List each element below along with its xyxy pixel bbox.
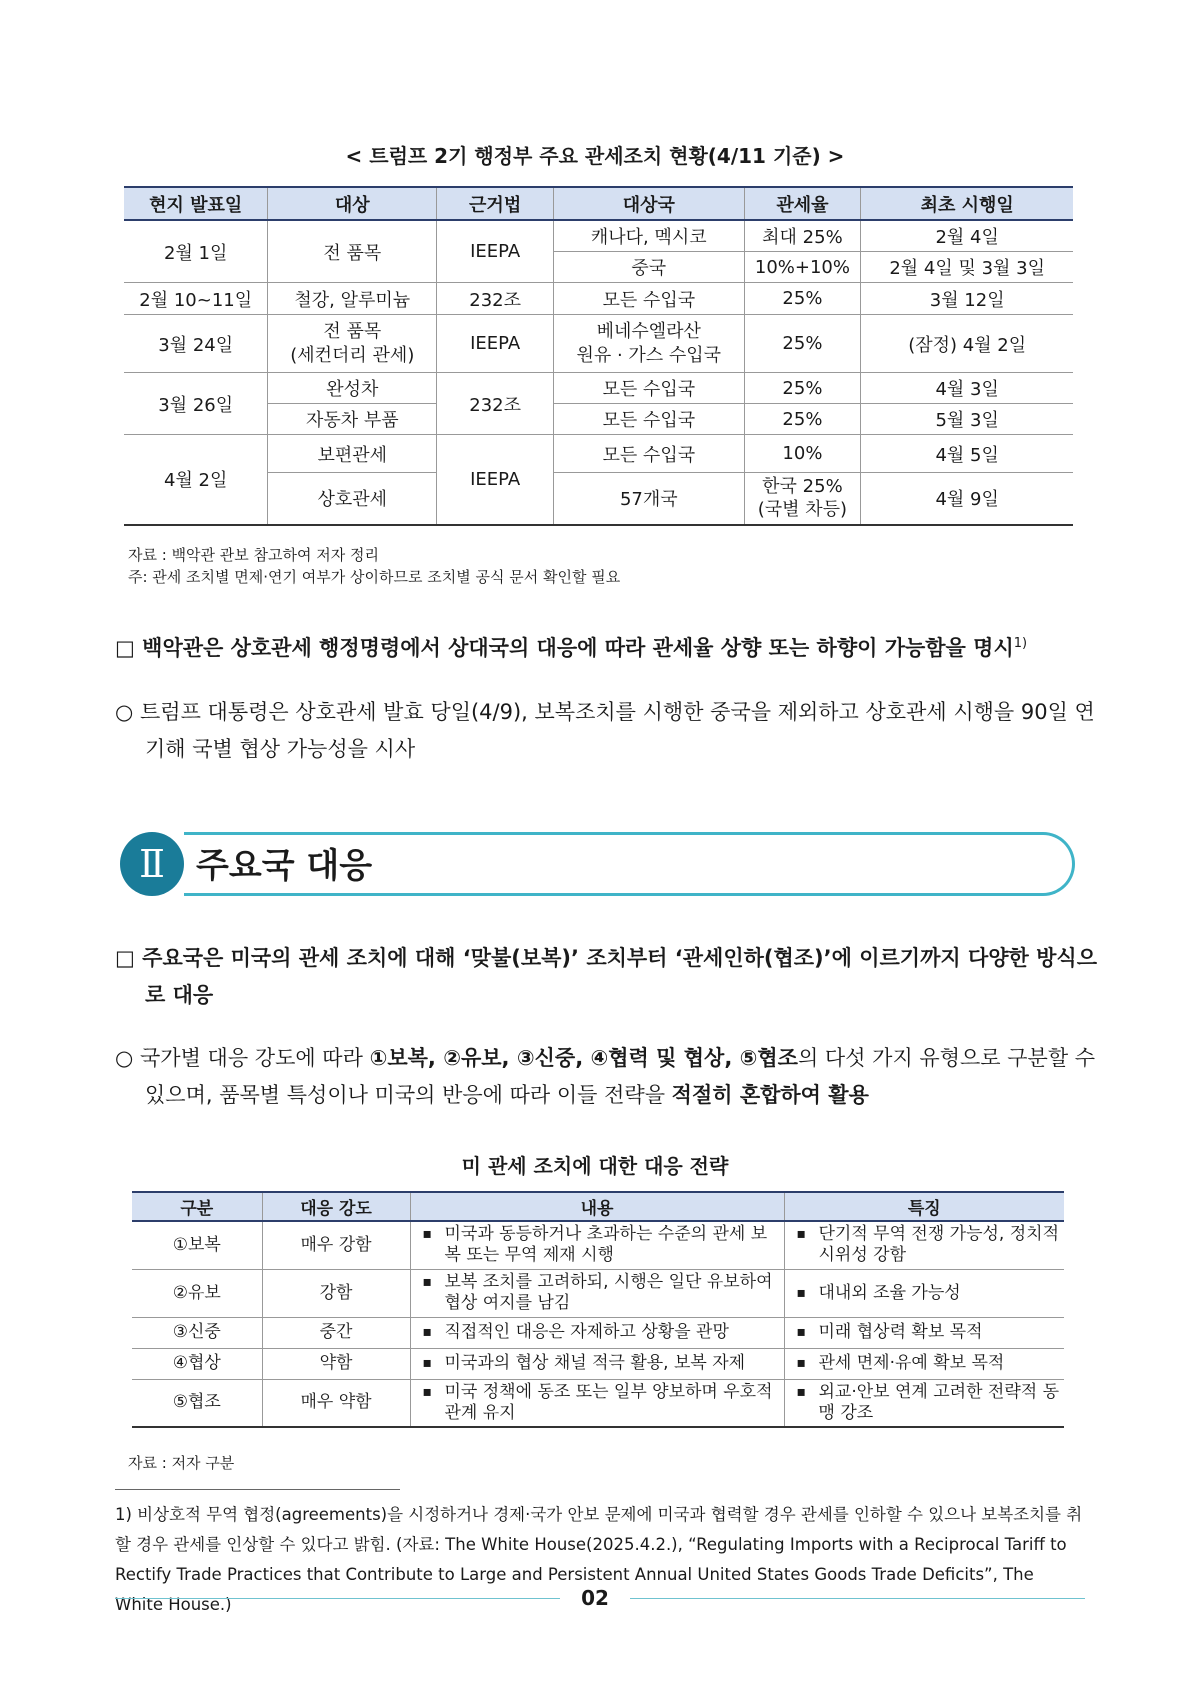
- cell-date: 3월 26일: [124, 373, 268, 435]
- table1-title: < 트럼프 2기 행정부 주요 관세조치 현황(4/11 기준) >: [345, 144, 845, 168]
- page-number: 02: [581, 1586, 609, 1610]
- cell-type: ③신중: [132, 1317, 262, 1348]
- cell-target: 완성차: [268, 373, 437, 404]
- cell-rate: 25%: [744, 404, 861, 435]
- cell-country: 중국: [554, 252, 744, 283]
- cell-intensity: 중간: [262, 1317, 410, 1348]
- table-header-row: [132, 1192, 1064, 1221]
- cell-country: 모든 수입국: [554, 373, 744, 404]
- cell-country: 모든 수입국: [554, 404, 744, 435]
- cell-date: 2월 10~11일: [124, 283, 268, 315]
- footnote: 1) 비상호적 무역 협정(agreements)을 시정하거나 경제·국가 안보 문제에 미국과 협력할 경우 관세를 인하할 수 있으나 보복조치를 취할 경우 관세를 인상할 수 있다고 밝힘. (자료: The White House(2025.4.2.), “Regulating Imports with a Reciprocal Tariff to Rectify Trade Practices that Contribute to Large and Persistent Annual United States Goods Trade Deficits”, The White House.): [115, 1505, 1083, 1614]
- footnote-divider: [115, 1489, 400, 1490]
- cell-content: [410, 1317, 784, 1348]
- cell-feature-text: ▪ 관세 면제·유예 확보 목적: [789, 1353, 1061, 1374]
- cell-law: IEEPA: [437, 315, 554, 373]
- cell-date: 4월 2일: [124, 435, 268, 525]
- cell-start: 3월 12일: [861, 283, 1073, 315]
- cell-rate: 25%: [744, 373, 861, 404]
- table2-title: 미 관세 조치에 대한 대응 전략: [461, 1154, 729, 1178]
- cell-content-text: ▪ 보복 조치를 고려하되, 시행은 일단 유보하여 협상 여지를 남김: [415, 1272, 780, 1314]
- footnote-ref: 1): [1013, 636, 1028, 651]
- header-target: 대상: [268, 187, 437, 220]
- paragraph-circle-2-c: 의 다섯 가지 유형으로 구분할 수 있으며, 품목별 특성이나 미국의 반응에 따라 이들 전략을: [145, 1046, 1096, 1107]
- cell-target: 보편관세: [268, 435, 437, 473]
- cell-type: ②유보: [132, 1269, 262, 1317]
- strategy-types: ①보복, ②유보, ③신중, ④협력 및 협상, ⑤협조: [369, 1046, 798, 1070]
- cell-law: IEEPA: [437, 220, 554, 283]
- cell-content-text: ▪ 직접적인 대응은 자제하고 상황을 관망: [415, 1322, 780, 1343]
- cell-law: 232조: [437, 373, 554, 435]
- cell-feature: [784, 1379, 1064, 1427]
- cell-content: [410, 1269, 784, 1317]
- cell-feature-text: ▪ 단기적 무역 전쟁 가능성, 정치적 시위성 강함: [789, 1224, 1061, 1266]
- table-row: [132, 1317, 1064, 1348]
- cell-content: [410, 1348, 784, 1379]
- table1-source: 자료 : 백악관 관보 참고하여 저자 정리: [128, 546, 380, 564]
- cell-target: 상호관세: [268, 473, 437, 525]
- table-row: [132, 1221, 1064, 1269]
- cell-target: 전 품목 (세컨더리 관세): [268, 315, 437, 373]
- cell-feature: [784, 1269, 1064, 1317]
- header-intensity: 대응 강도: [262, 1192, 410, 1221]
- table1-note: 주: 관세 조치별 면제·연기 여부가 상이하므로 조치별 공식 문서 확인할 필요: [128, 568, 621, 586]
- cell-country: 베네수엘라산 원유 · 가스 수입국: [554, 315, 744, 373]
- cell-intensity: 약함: [262, 1348, 410, 1379]
- cell-start: (잠정) 4월 2일: [861, 315, 1073, 373]
- cell-feature: [784, 1317, 1064, 1348]
- table-row: [124, 283, 1073, 315]
- paragraph-square-2: □ 주요국은 미국의 관세 조치에 대해 ‘맞불(보복)’ 조치부터 ‘관세인하(협조)’에 이르기까지 다양한 방식으로 대응: [115, 946, 1098, 1007]
- header-start: 최초 시행일: [861, 187, 1073, 220]
- cell-start: 2월 4일: [861, 220, 1073, 252]
- cell-country: 모든 수입국: [554, 435, 744, 473]
- cell-rate: 최대 25%: [744, 220, 861, 252]
- header-type: 구분: [132, 1192, 262, 1221]
- header-feature: 특징: [784, 1192, 1064, 1221]
- cell-type: ④협상: [132, 1348, 262, 1379]
- paragraph-circle-2: [115, 1040, 1115, 1114]
- cell-content-text: ▪ 미국 정책에 동조 또는 일부 양보하며 우호적 관계 유지: [415, 1382, 780, 1424]
- cell-intensity: 매우 약함: [262, 1379, 410, 1427]
- table-row: [124, 435, 1073, 473]
- cell-feature: [784, 1221, 1064, 1269]
- cell-intensity: 강함: [262, 1269, 410, 1317]
- response-strategy-table: [132, 1191, 1064, 1428]
- cell-rate: 25%: [744, 315, 861, 373]
- cell-rate: 10%+10%: [744, 252, 861, 283]
- cell-law: IEEPA: [437, 435, 554, 525]
- table-row: [124, 315, 1073, 373]
- header-rate: 관세율: [744, 187, 861, 220]
- header-country: 대상국: [554, 187, 744, 220]
- cell-target: 철강, 알루미늄: [268, 283, 437, 315]
- paragraph-circle-2-a: ○ 국가별 대응 강도에 따라: [115, 1046, 370, 1070]
- header-date: 현지 발표일: [124, 187, 268, 220]
- cell-target: 자동차 부품: [268, 404, 437, 435]
- cell-content-text: ▪ 미국과 동등하거나 초과하는 수준의 관세 보복 또는 무역 제재 시행: [415, 1224, 780, 1266]
- table-row: [124, 220, 1073, 252]
- cell-intensity: 매우 강함: [262, 1221, 410, 1269]
- cell-start: 5월 3일: [861, 404, 1073, 435]
- section-heading: [120, 832, 1080, 896]
- cell-law: 232조: [437, 283, 554, 315]
- cell-type: ⑤협조: [132, 1379, 262, 1427]
- paragraph-square-1-text: □ 백악관은 상호관세 행정명령에서 상대국의 대응에 따라 관세율 상향 또는 하향이 가능함을 명시: [115, 636, 1014, 660]
- cell-start: 4월 3일: [861, 373, 1073, 404]
- cell-country: 캐나다, 멕시코: [554, 220, 744, 252]
- tariff-measures-table: [124, 186, 1073, 526]
- cell-content: [410, 1221, 784, 1269]
- cell-rate: 한국 25% (국별 차등): [744, 473, 861, 525]
- cell-start: 4월 9일: [861, 473, 1073, 525]
- table-row: [124, 373, 1073, 404]
- section-title: 주요국 대응: [196, 846, 373, 886]
- table-header-row: [124, 187, 1073, 220]
- cell-feature: [784, 1348, 1064, 1379]
- section-number-badge: Ⅱ: [120, 832, 184, 896]
- cell-target: 전 품목: [268, 220, 437, 283]
- paragraph-square-1: [115, 632, 1085, 662]
- cell-start: 4월 5일: [861, 435, 1073, 473]
- cell-country: 모든 수입국: [554, 283, 744, 315]
- strategy-mix: 적절히 혼합하여 활용: [671, 1083, 869, 1107]
- cell-start: 2월 4일 및 3월 3일: [861, 252, 1073, 283]
- cell-country: 57개국: [554, 473, 744, 525]
- cell-feature-text: ▪ 대내외 조율 가능성: [789, 1283, 1061, 1304]
- cell-content-text: ▪ 미국과의 협상 채널 적극 활용, 보복 자제: [415, 1353, 780, 1374]
- cell-date: 3월 24일: [124, 315, 268, 373]
- paragraph-circle-1: ○ 트럼프 대통령은 상호관세 발효 당일(4/9), 보복조치를 시행한 중국을 제외하고 상호관세 시행을 90일 연기해 국별 협상 가능성을 시사: [115, 700, 1095, 761]
- header-content: 내용: [410, 1192, 784, 1221]
- cell-rate: 25%: [744, 283, 861, 315]
- cell-feature-text: ▪ 미래 협상력 확보 목적: [789, 1322, 1061, 1343]
- table2-source: 자료 : 저자 구분: [128, 1454, 235, 1472]
- cell-content: [410, 1379, 784, 1427]
- cell-feature-text: ▪ 외교·안보 연계 고려한 전략적 동맹 강조: [789, 1382, 1061, 1424]
- cell-type: ①보복: [132, 1221, 262, 1269]
- table-row: [132, 1269, 1064, 1317]
- table-row: [132, 1379, 1064, 1427]
- header-law: 근거법: [437, 187, 554, 220]
- cell-rate: 10%: [744, 435, 861, 473]
- table-row: [132, 1348, 1064, 1379]
- cell-date: 2월 1일: [124, 220, 268, 283]
